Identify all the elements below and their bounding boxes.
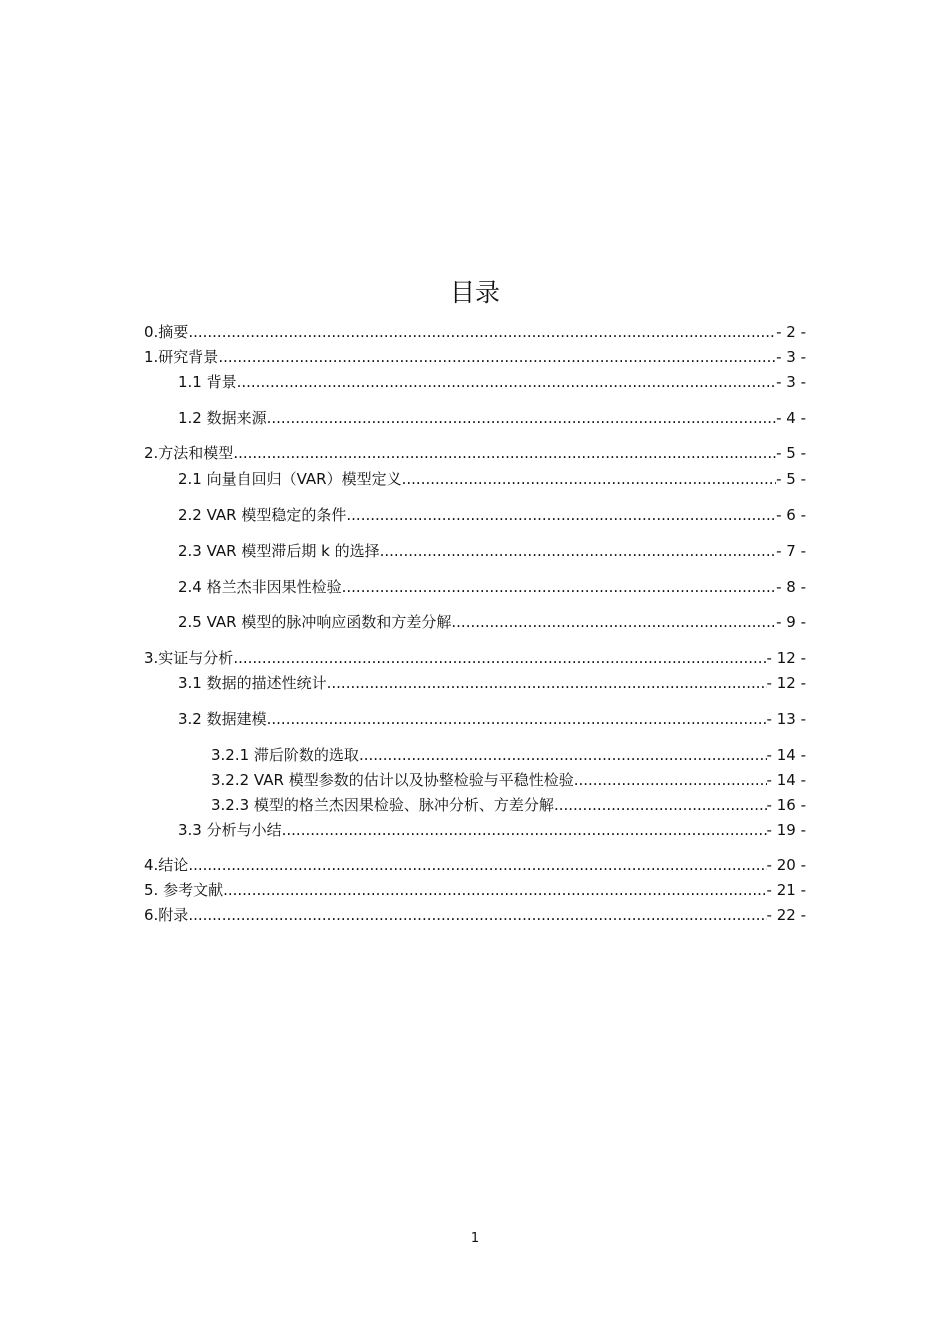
toc-leader	[188, 322, 776, 342]
toc-label: 1.2 数据来源	[178, 409, 267, 427]
toc-leader	[346, 505, 776, 525]
toc-entry-3-2[interactable]	[178, 709, 806, 729]
toc-leader	[233, 443, 776, 463]
toc-entry-1-2[interactable]	[178, 408, 806, 428]
toc-page: - 20 -	[766, 856, 806, 874]
toc-page: - 19 -	[766, 821, 806, 839]
toc-leader	[237, 372, 776, 392]
toc-page: - 6 -	[776, 506, 806, 524]
toc-page: - 8 -	[776, 578, 806, 596]
toc-entry-2-2[interactable]	[178, 505, 806, 525]
toc-page: - 2 -	[776, 323, 806, 341]
toc-label: 3.2.1 滞后阶数的选取	[211, 746, 359, 764]
toc-page: - 5 -	[776, 470, 806, 488]
toc-entry-research-background[interactable]	[144, 347, 806, 367]
toc-label: 2.2 VAR 模型稳定的条件	[178, 506, 347, 524]
toc-title: 目录	[449, 278, 500, 307]
toc-label: 5. 参考文献	[144, 881, 224, 899]
toc-entry-2-5[interactable]	[178, 612, 806, 632]
toc-leader	[188, 905, 766, 925]
toc-entry-2-4[interactable]	[178, 577, 806, 597]
toc-page: - 3 -	[776, 348, 806, 366]
toc-page: - 12 -	[766, 674, 806, 692]
toc-label: 3.3 分析与小结	[178, 821, 282, 839]
toc-label: 3.1 数据的描述性统计	[178, 674, 327, 692]
toc-leader	[218, 347, 776, 367]
toc-page: - 22 -	[766, 906, 806, 924]
toc-leader	[267, 709, 767, 729]
toc-label: 2.4 格兰杰非因果性检验	[178, 578, 342, 596]
toc-entry-1-1[interactable]	[178, 372, 806, 392]
toc-label: 2.方法和模型	[144, 444, 234, 462]
toc-label: 4.结论	[144, 856, 189, 874]
toc-entry-appendix[interactable]	[144, 905, 806, 925]
toc-page: - 3 -	[776, 373, 806, 391]
toc-entry-3-2-3[interactable]	[211, 795, 806, 815]
toc-entry-3-3[interactable]	[178, 820, 806, 840]
toc-label: 2.1 向量自回归（VAR）模型定义	[178, 470, 402, 488]
toc-entry-2-1[interactable]	[178, 469, 806, 489]
toc-leader	[327, 673, 767, 693]
toc-label: 1.1 背景	[178, 373, 237, 391]
toc-label: 3.2.3 模型的格兰杰因果检验、脉冲分析、方差分解	[211, 796, 554, 814]
toc-label: 2.3 VAR 模型滞后期 k 的选择	[178, 542, 380, 560]
toc-leader	[380, 541, 776, 561]
toc-label: 3.实证与分析	[144, 649, 234, 667]
toc-page: - 7 -	[776, 542, 806, 560]
toc-label: 3.2.2 VAR 模型参数的估计以及协整检验与平稳性检验	[211, 771, 574, 789]
toc-leader	[188, 855, 766, 875]
toc-leader	[342, 577, 776, 597]
toc-leader	[574, 770, 767, 790]
toc-entry-abstract[interactable]	[144, 322, 806, 342]
toc-entry-3-2-1[interactable]	[211, 745, 806, 765]
toc-entry-2-3[interactable]	[178, 541, 806, 561]
toc-page: - 12 -	[766, 649, 806, 667]
toc-label: 2.5 VAR 模型的脉冲响应函数和方差分解	[178, 613, 452, 631]
toc-page: - 4 -	[776, 409, 806, 427]
toc-leader	[554, 795, 767, 815]
toc-page: - 21 -	[766, 881, 806, 899]
toc-label: 3.2 数据建模	[178, 710, 267, 728]
toc-entry-methods[interactable]	[144, 443, 806, 463]
page-number: 1	[470, 1231, 480, 1246]
toc-leader	[402, 469, 776, 489]
toc-page: - 14 -	[766, 771, 806, 789]
toc-entry-empirical[interactable]	[144, 648, 806, 668]
toc-page: - 14 -	[766, 746, 806, 764]
toc-leader	[267, 408, 776, 428]
toc-entry-3-1[interactable]	[178, 673, 806, 693]
toc-label: 0.摘要	[144, 323, 189, 341]
toc-page: - 13 -	[766, 710, 806, 728]
toc-page: - 16 -	[766, 796, 806, 814]
toc-leader	[223, 880, 766, 900]
toc-leader	[359, 745, 767, 765]
toc-page: - 9 -	[776, 613, 806, 631]
toc-leader	[282, 820, 767, 840]
toc-leader	[233, 648, 766, 668]
toc-label: 1.研究背景	[144, 348, 219, 366]
toc-entry-references[interactable]	[144, 880, 806, 900]
toc-entry-3-2-2[interactable]	[211, 770, 806, 790]
toc-leader	[451, 612, 776, 632]
toc-entry-conclusion[interactable]	[144, 855, 806, 875]
toc-page: - 5 -	[776, 444, 806, 462]
toc-label: 6.附录	[144, 906, 189, 924]
